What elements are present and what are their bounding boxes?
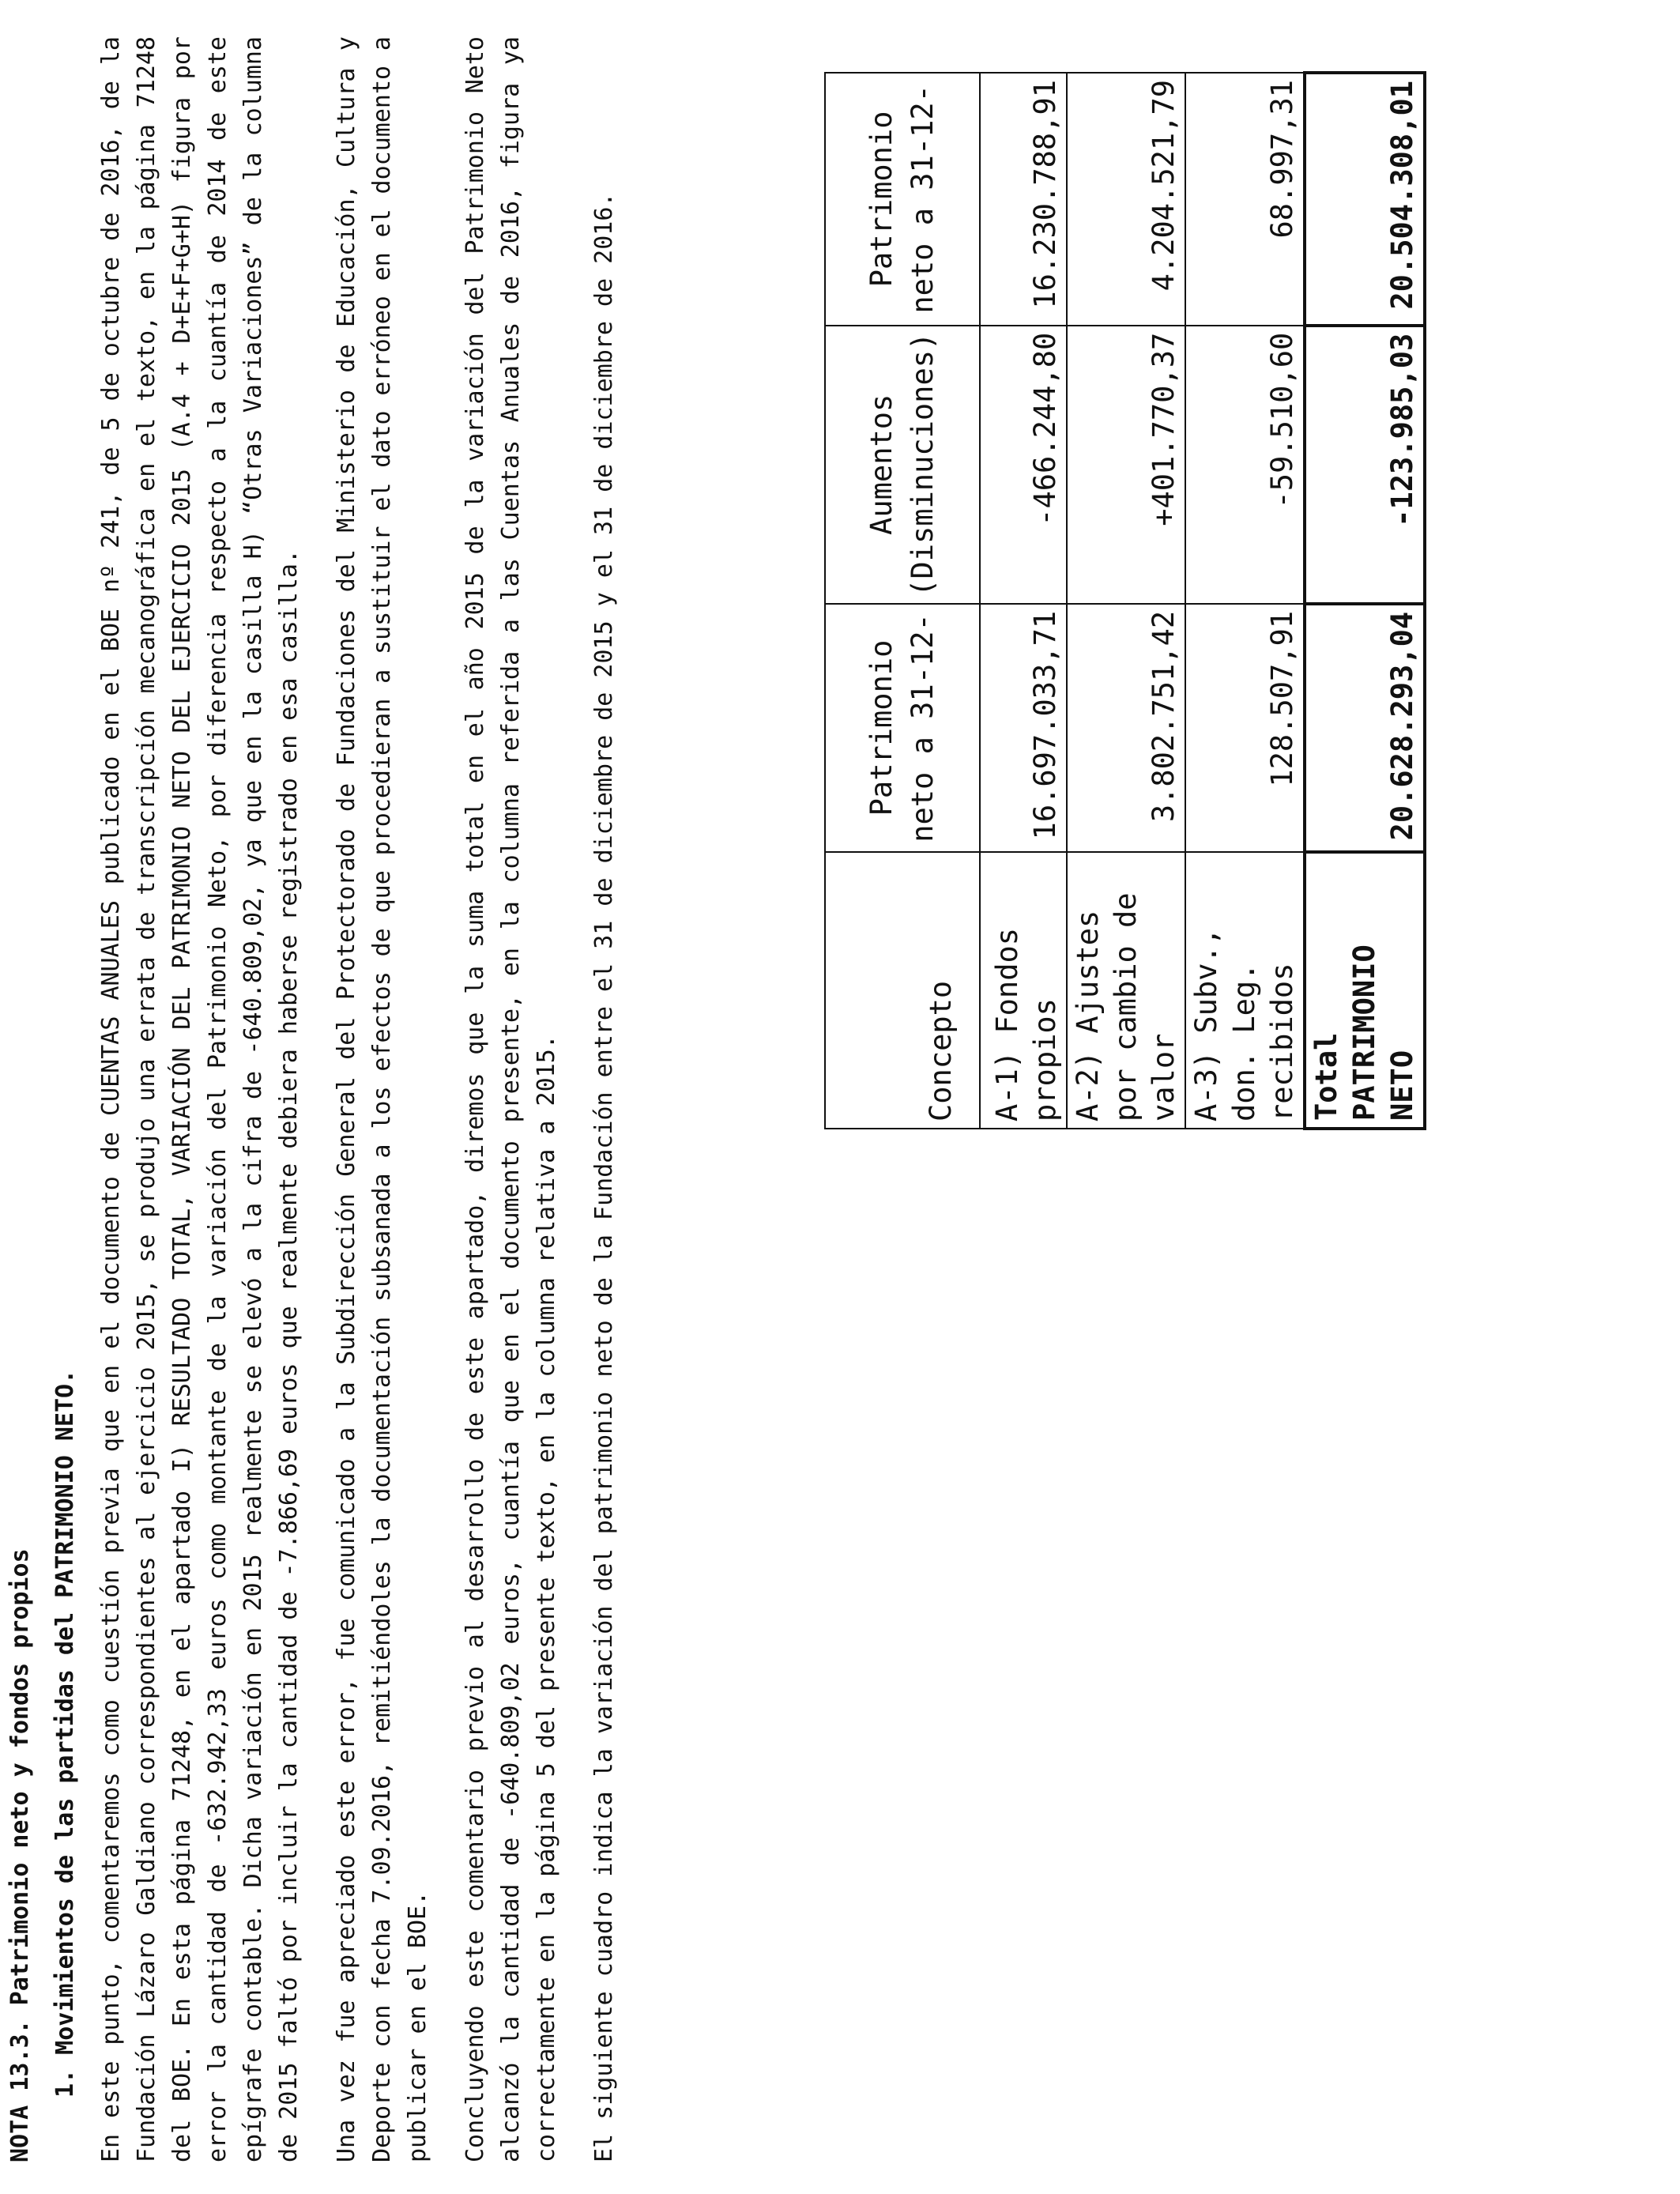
total-variacion: -123.985,03	[1305, 326, 1425, 604]
row-inicial: 128.507,91	[1185, 604, 1305, 852]
table-row	[1185, 73, 1305, 1129]
document-body	[6, 36, 644, 2162]
row-final: 4.204.521,79	[1067, 73, 1185, 326]
table-row	[980, 73, 1067, 1129]
row-final: 16.230.788,91	[980, 73, 1067, 326]
patrimonio-neto-table	[824, 71, 1426, 1130]
paragraph-conclusion: Concluyendo este comentario previo al desarrollo de este apartado, diremos que la suma total en el año 2015 de la variación del Patrimonio Neto alcanzó la cantidad de -640.809,02 euros, cuantía que en el documento presente, en la columna referida a las Cuentas Anuales de 2016, figura ya correctamente en la página 5 del presente texto, en la columna relativa a 2015.	[461, 36, 560, 2162]
header-patrimonio-final: Patrimonio neto a 31-12-	[825, 73, 980, 326]
row-inicial: 3.802.751,42	[1067, 604, 1185, 852]
row-variacion: -59.510,60	[1185, 326, 1305, 604]
header-concepto: Concepto	[825, 852, 980, 1129]
header-patrimonio-inicial: Patrimonio neto a 31-12-	[825, 604, 980, 852]
total-inicial: 20.628.293,04	[1305, 604, 1425, 852]
total-concepto: Total PATRIMONIO NETO	[1305, 852, 1425, 1129]
total-final: 20.504.308,01	[1305, 73, 1425, 326]
row-variacion: -466.244,80	[980, 326, 1067, 604]
nota-title: NOTA 13.3. Patrimonio neto y fondos propios	[6, 1548, 34, 2162]
table-header-row	[825, 73, 980, 1129]
paragraph-comunicacion: Una vez fue apreciado este error, fue comunicado a la Subdirección General del Protectorado de Fundaciones del Ministerio de Educación, Cultura y Deporte con fecha 7.09.2016, remitiéndoles la documentación subsanada a los efectos de que procedieran a sustituir el dato erróneo en el documento a publicar en el BOE.	[333, 36, 431, 2162]
row-variacion: +401.770,37	[1067, 326, 1185, 604]
table-row	[1067, 73, 1185, 1129]
section-title: 1. Movimientos de las partidas del PATRIMONIO NETO.	[51, 1369, 79, 2098]
table-total-row	[1305, 73, 1425, 1129]
row-concepto: A-3) Subv., don. Leg. recibidos	[1185, 852, 1305, 1129]
row-concepto: A-1) Fondos propios	[980, 852, 1067, 1129]
paragraph-intro-cuadro: El siguiente cuadro indica la variación del patrimonio neto de la Fundación entre el 31 de diciembre de 2015 y el 31 de diciembre de 2016.	[590, 192, 618, 2162]
row-final: 68.997,31	[1185, 73, 1305, 326]
row-inicial: 16.697.033,71	[980, 604, 1067, 852]
row-concepto: A-2) Ajustes por cambio de valor	[1067, 852, 1185, 1129]
paragraph-errata: En este punto, comentaremos como cuestión previa que en el documento de CUENTAS ANUALES publicado en el BOE nº 241, de 5 de octubre de 2016, de la Fundación Lázaro Galdiano correspondientes al ejercicio 2015, se produjo una errata de transcripción mecanográfica en el texto, en la página 71248 del BOE. En esta página 71248, en el apartado I) RESULTADO TOTAL, VARIACIÓN DEL PATRIMONIO NETO DEL EJERCICIO 2015 (A.4 + D+E+F+G+H) figura por error la cantidad de -632.942,33 euros como montante de la variación del Patrimonio Neto, por diferencia respecto a la cuantía de 2014 de este epígrafe contable. Dicha variación en 2015 realmente se elevó a la cifra de -640.809,02, ya que en la casilla H) “Otras Variaciones” de la columna de 2015 faltó por incluir la cantidad de -7.866,69 euros que realmente debiera haberse registrado en esa casilla.	[97, 36, 303, 2162]
header-aumentos: Aumentos (Disminuciones)	[825, 326, 980, 604]
